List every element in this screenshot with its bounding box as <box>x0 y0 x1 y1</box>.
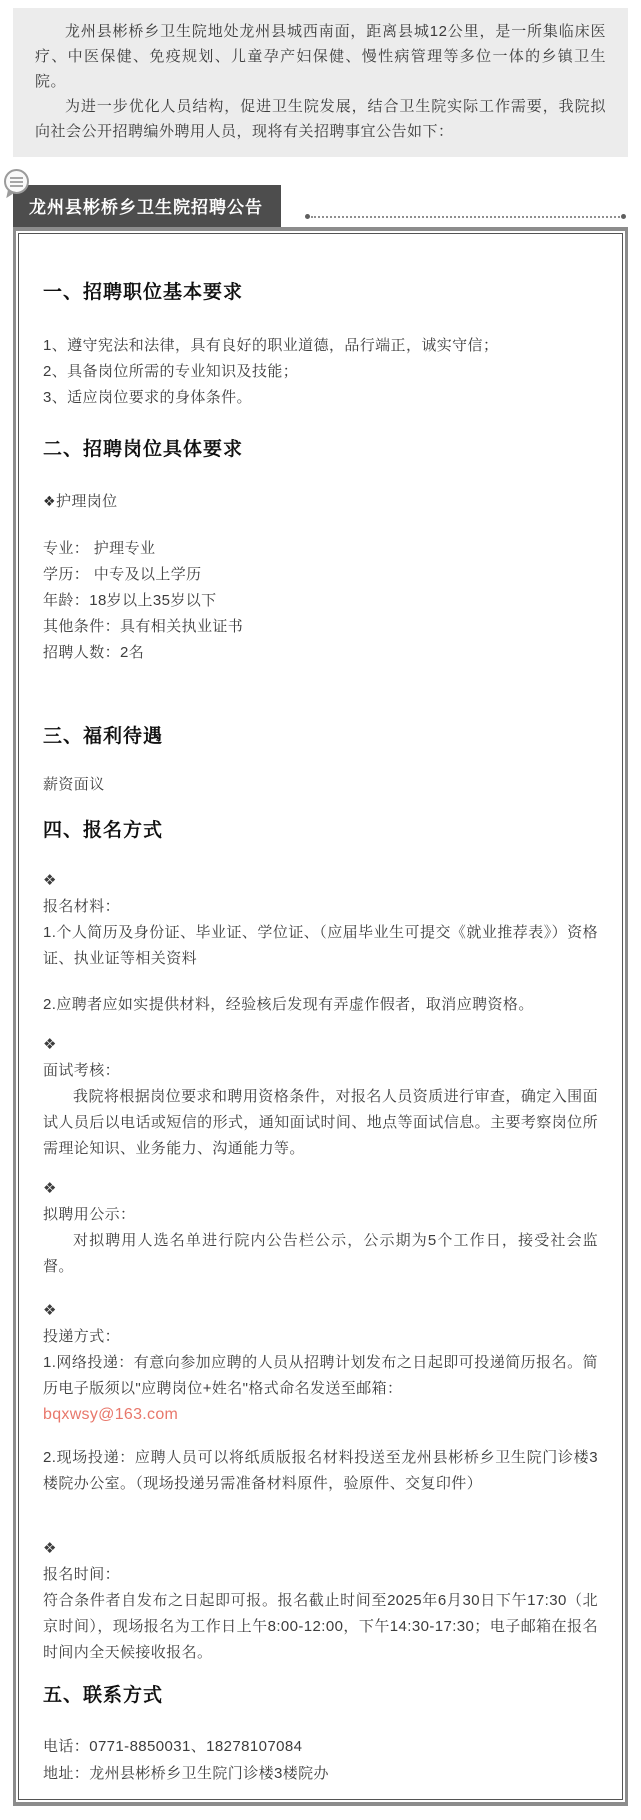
intro-box <box>13 8 628 157</box>
announcement-title-text: 龙州县彬桥乡卫生院招聘公告 <box>29 198 263 217</box>
section-2-heading: 二、招聘岗位具体要求 <box>43 439 244 460</box>
position-fields <box>43 536 598 666</box>
field-other: 其他条件：具有相关执业证书 <box>43 618 244 635</box>
requirement-item: 1、遵守宪法和法律，具有良好的职业道德，品行端正，诚实守信； <box>43 337 499 354</box>
divider-dot-right-icon <box>621 214 626 219</box>
diamond-bullet-icon: ❖ <box>43 872 57 889</box>
intro-paragraph-1: 龙州县彬桥乡卫生院地处龙州县城西南面，距离县城12公里，是一所集临床医疗、中医保健、免疫规划、儿童孕产妇保健、慢性病管理等多位一体的乡镇卫生院。 <box>35 23 606 90</box>
block-publicity <box>43 1176 598 1280</box>
announcement-title-row <box>13 185 628 227</box>
requirement-item: 3、适应岗位要求的身体条件。 <box>43 389 252 406</box>
block-label: 面试考核： <box>43 1062 121 1079</box>
materials-item-2: 2.应聘者应如实提供材料，经验核后发现有弄虚作假者，取消应聘资格。 <box>43 996 534 1013</box>
intro-paragraph-2: 为进一步优化人员结构，促进卫生院发展，结合卫生院实际工作需要，我院拟向社会公开招聘编外聘用人员，现将有关招聘事宜公告如下： <box>35 98 606 140</box>
block-label: 拟聘用公示： <box>43 1206 136 1223</box>
field-major: 专业： 护理专业 <box>43 540 156 557</box>
diamond-bullet-icon: ❖ <box>43 1302 57 1319</box>
block-materials <box>43 868 598 1018</box>
delivery-item-2: 2.现场投递：应聘人员可以将纸质版报名材料投送至龙州县彬桥乡卫生院门诊楼3楼院办公室。（现场投递另需准备材料原件，验原件、交复印件） <box>43 1449 598 1492</box>
speech-bubble-icon <box>4 169 29 194</box>
requirement-item: 2、具备岗位所需的专业知识及技能； <box>43 363 299 380</box>
materials-item-1: 1.个人简历及身份证、毕业证、学位证、（应届毕业生可提交《就业推荐表》）资格证、执业证等相关资料 <box>43 924 598 967</box>
diamond-bullet-icon: ❖ <box>43 493 56 509</box>
divider-dotted-line <box>311 216 620 218</box>
email-link[interactable]: bqxwsy@163.com <box>43 1406 179 1423</box>
delivery-item-1: 1.网络投递：有意向参加应聘的人员从招聘计划发布之日起即可投递简历报名。简历电子版须以"应聘岗位+姓名"格式命名发送至邮箱： <box>43 1354 598 1397</box>
block-interview <box>43 1032 598 1162</box>
diamond-bullet-icon: ❖ <box>43 1180 57 1197</box>
section-5-heading: 五、联系方式 <box>43 1685 164 1706</box>
field-education: 学历： 中专及以上学历 <box>43 566 202 583</box>
section-3-heading: 三、福利待遇 <box>43 726 164 747</box>
position-title: 护理岗位 <box>55 493 118 510</box>
contact-phone: 电话：0771-8850031、18278107084 <box>43 1738 303 1755</box>
contact-lines <box>43 1733 598 1787</box>
divider-dot-left-icon <box>305 214 310 219</box>
field-headcount: 招聘人数：2名 <box>43 644 145 661</box>
diamond-bullet-icon: ❖ <box>43 1540 57 1557</box>
block-label: 投递方式： <box>43 1328 121 1345</box>
dotted-divider <box>305 214 626 219</box>
salary-line: 薪资面议 <box>43 776 105 793</box>
block-delivery <box>43 1298 598 1497</box>
block-time <box>43 1536 598 1666</box>
section-4-heading: 四、报名方式 <box>43 820 164 841</box>
contact-address: 地址：龙州县彬桥乡卫生院门诊楼3楼院办 <box>43 1765 329 1782</box>
interview-text: 我院将根据岗位要求和聘用资格条件，对报名人员资质进行审查，确定入围面试人员后以电话或短信的形式，通知面试时间、地点等面试信息。主要考察岗位所需理论知识、业务能力、沟通能力等。 <box>43 1088 598 1157</box>
field-age: 年龄：18岁以上35岁以下 <box>43 592 217 609</box>
diamond-bullet-icon: ❖ <box>43 1036 57 1053</box>
announcement-box-inner <box>18 233 623 1800</box>
time-text: 符合条件者自发布之日起即可报。报名截止时间至2025年6月30日下午17:30（北京时间），现场报名为工作日上午8:00-12:00，下午14:30-17:30；电子邮箱在报名时间内全天候接收报名。 <box>43 1592 598 1661</box>
section-1-heading: 一、招聘职位基本要求 <box>43 282 244 303</box>
position-title-line <box>43 488 598 515</box>
announcement-title-badge <box>13 185 281 227</box>
publicity-text: 对拟聘用人选名单进行院内公告栏公示，公示期为5个工作日，接受社会监督。 <box>43 1232 598 1275</box>
block-label: 报名时间： <box>43 1566 121 1583</box>
section-1-items <box>43 333 598 411</box>
block-label: 报名材料： <box>43 898 121 915</box>
announcement-box <box>13 227 628 1806</box>
